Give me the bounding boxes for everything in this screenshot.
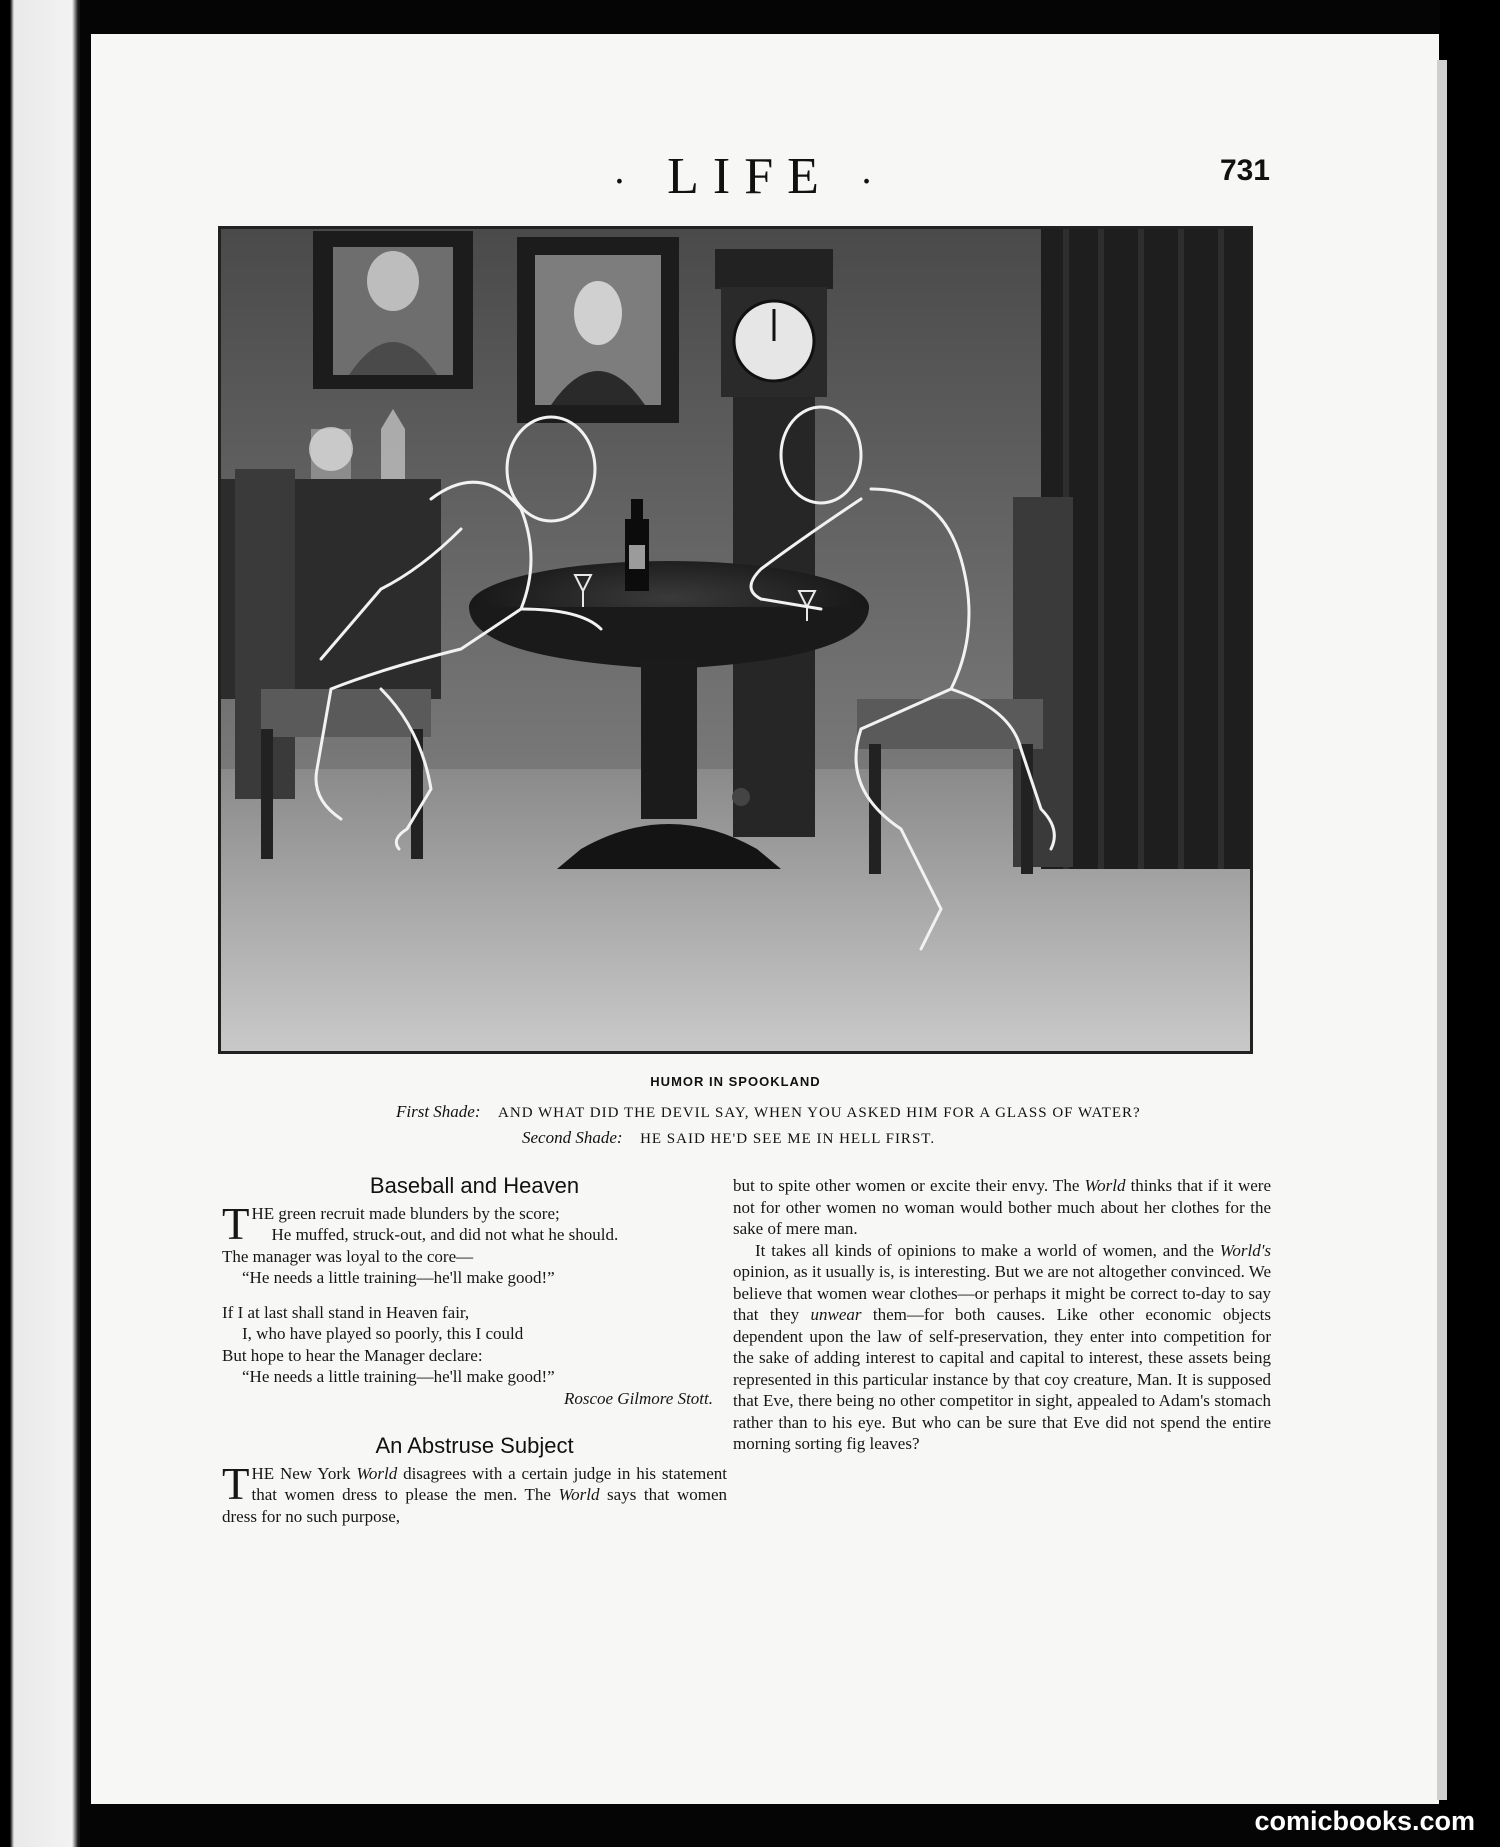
article-paragraph-2: It takes all kinds of opinions to make a world of women, and the World's opinion, as it usually is, is interesting. But we are not altogether convinced. We believe that women wear clothes—or perhaps it might be correct to-day to say that they unwear them—for both causes. Like other economic objects dependent upon the law of self-preservation, they enter into competition for the sake of adding interest to capital and capital to interest, these assets being represented in this particular instance by that coy creature, Man. It is supposed that Eve, there being no other competitor in sight, appealed to Adam's stomach rather than to his eye. But who can be sure that Eve did not spend the entire morning sorting fig leaves?	[733, 1240, 1271, 1453]
illustration-caption: HUMOR IN SPOOKLAND	[650, 1074, 821, 1089]
poem-line: I, who have played so poorly, this I could	[242, 1324, 524, 1343]
masthead-title: LIFE	[667, 148, 833, 205]
left-page-edge	[0, 0, 80, 1847]
article-title: An Abstruse Subject	[375, 1433, 574, 1458]
poem-title: Baseball and Heaven	[369, 1173, 580, 1198]
illustration-drawing	[221, 229, 1250, 1051]
masthead	[0, 147, 1500, 206]
poem-line: If I at last shall stand in Heaven fair,	[222, 1302, 470, 1322]
article-dropcap: T	[222, 1458, 250, 1509]
left-column	[222, 1175, 727, 1527]
poem-dropcap: T	[222, 1198, 250, 1249]
poem-line-text: He muffed, struck-out, and did not what he should.	[271, 1225, 619, 1244]
masthead-dot-right: ·	[859, 158, 888, 204]
dialogue-line-2	[522, 1128, 935, 1148]
article-paragraph-1-continued: but to spite other women or excite their envy. The World thinks that if it were not for other women no woman would bother much about her clothes for the sake of mere man.	[733, 1176, 1271, 1238]
poem-line	[222, 1198, 727, 1249]
scan-border-right	[1440, 0, 1500, 1847]
dialogue-speaker-2: Second Shade:	[522, 1128, 623, 1147]
dialogue-text-2: HE SAID HE'D SEE ME IN HELL FIRST.	[640, 1131, 936, 1147]
poem-line-text: HE green recruit made blunders by the score;	[251, 1203, 560, 1223]
page-edge-right	[1437, 60, 1447, 1800]
watermark: comicbooks.com	[1254, 1806, 1475, 1836]
article-paragraph-1: THE New York World disagrees with a certain judge in his statement that women dress to please the men. The World says that women dress for no such purpose,	[222, 1458, 727, 1526]
poem-line: The manager was loyal to the core—	[222, 1246, 474, 1266]
poem-line: “He needs a little training—he'll make good!”	[242, 1367, 555, 1386]
dialogue-line-1	[396, 1102, 1141, 1122]
illustration-humor-in-spookland	[218, 226, 1253, 1054]
poem-line: But hope to hear the Manager declare:	[222, 1345, 483, 1365]
poem-line: “He needs a little training—he'll make good!”	[242, 1268, 555, 1287]
dialogue-speaker-1: First Shade:	[396, 1102, 481, 1121]
masthead-dot-left: ·	[612, 158, 641, 204]
poem-author: Roscoe Gilmore Stott.	[563, 1388, 713, 1408]
dialogue-text-1: AND WHAT DID THE DEVIL SAY, WHEN YOU ASKED HIM FOR A GLASS OF WATER?	[498, 1105, 1141, 1121]
page-number: 731	[1219, 154, 1270, 187]
right-column	[733, 1175, 1271, 1455]
